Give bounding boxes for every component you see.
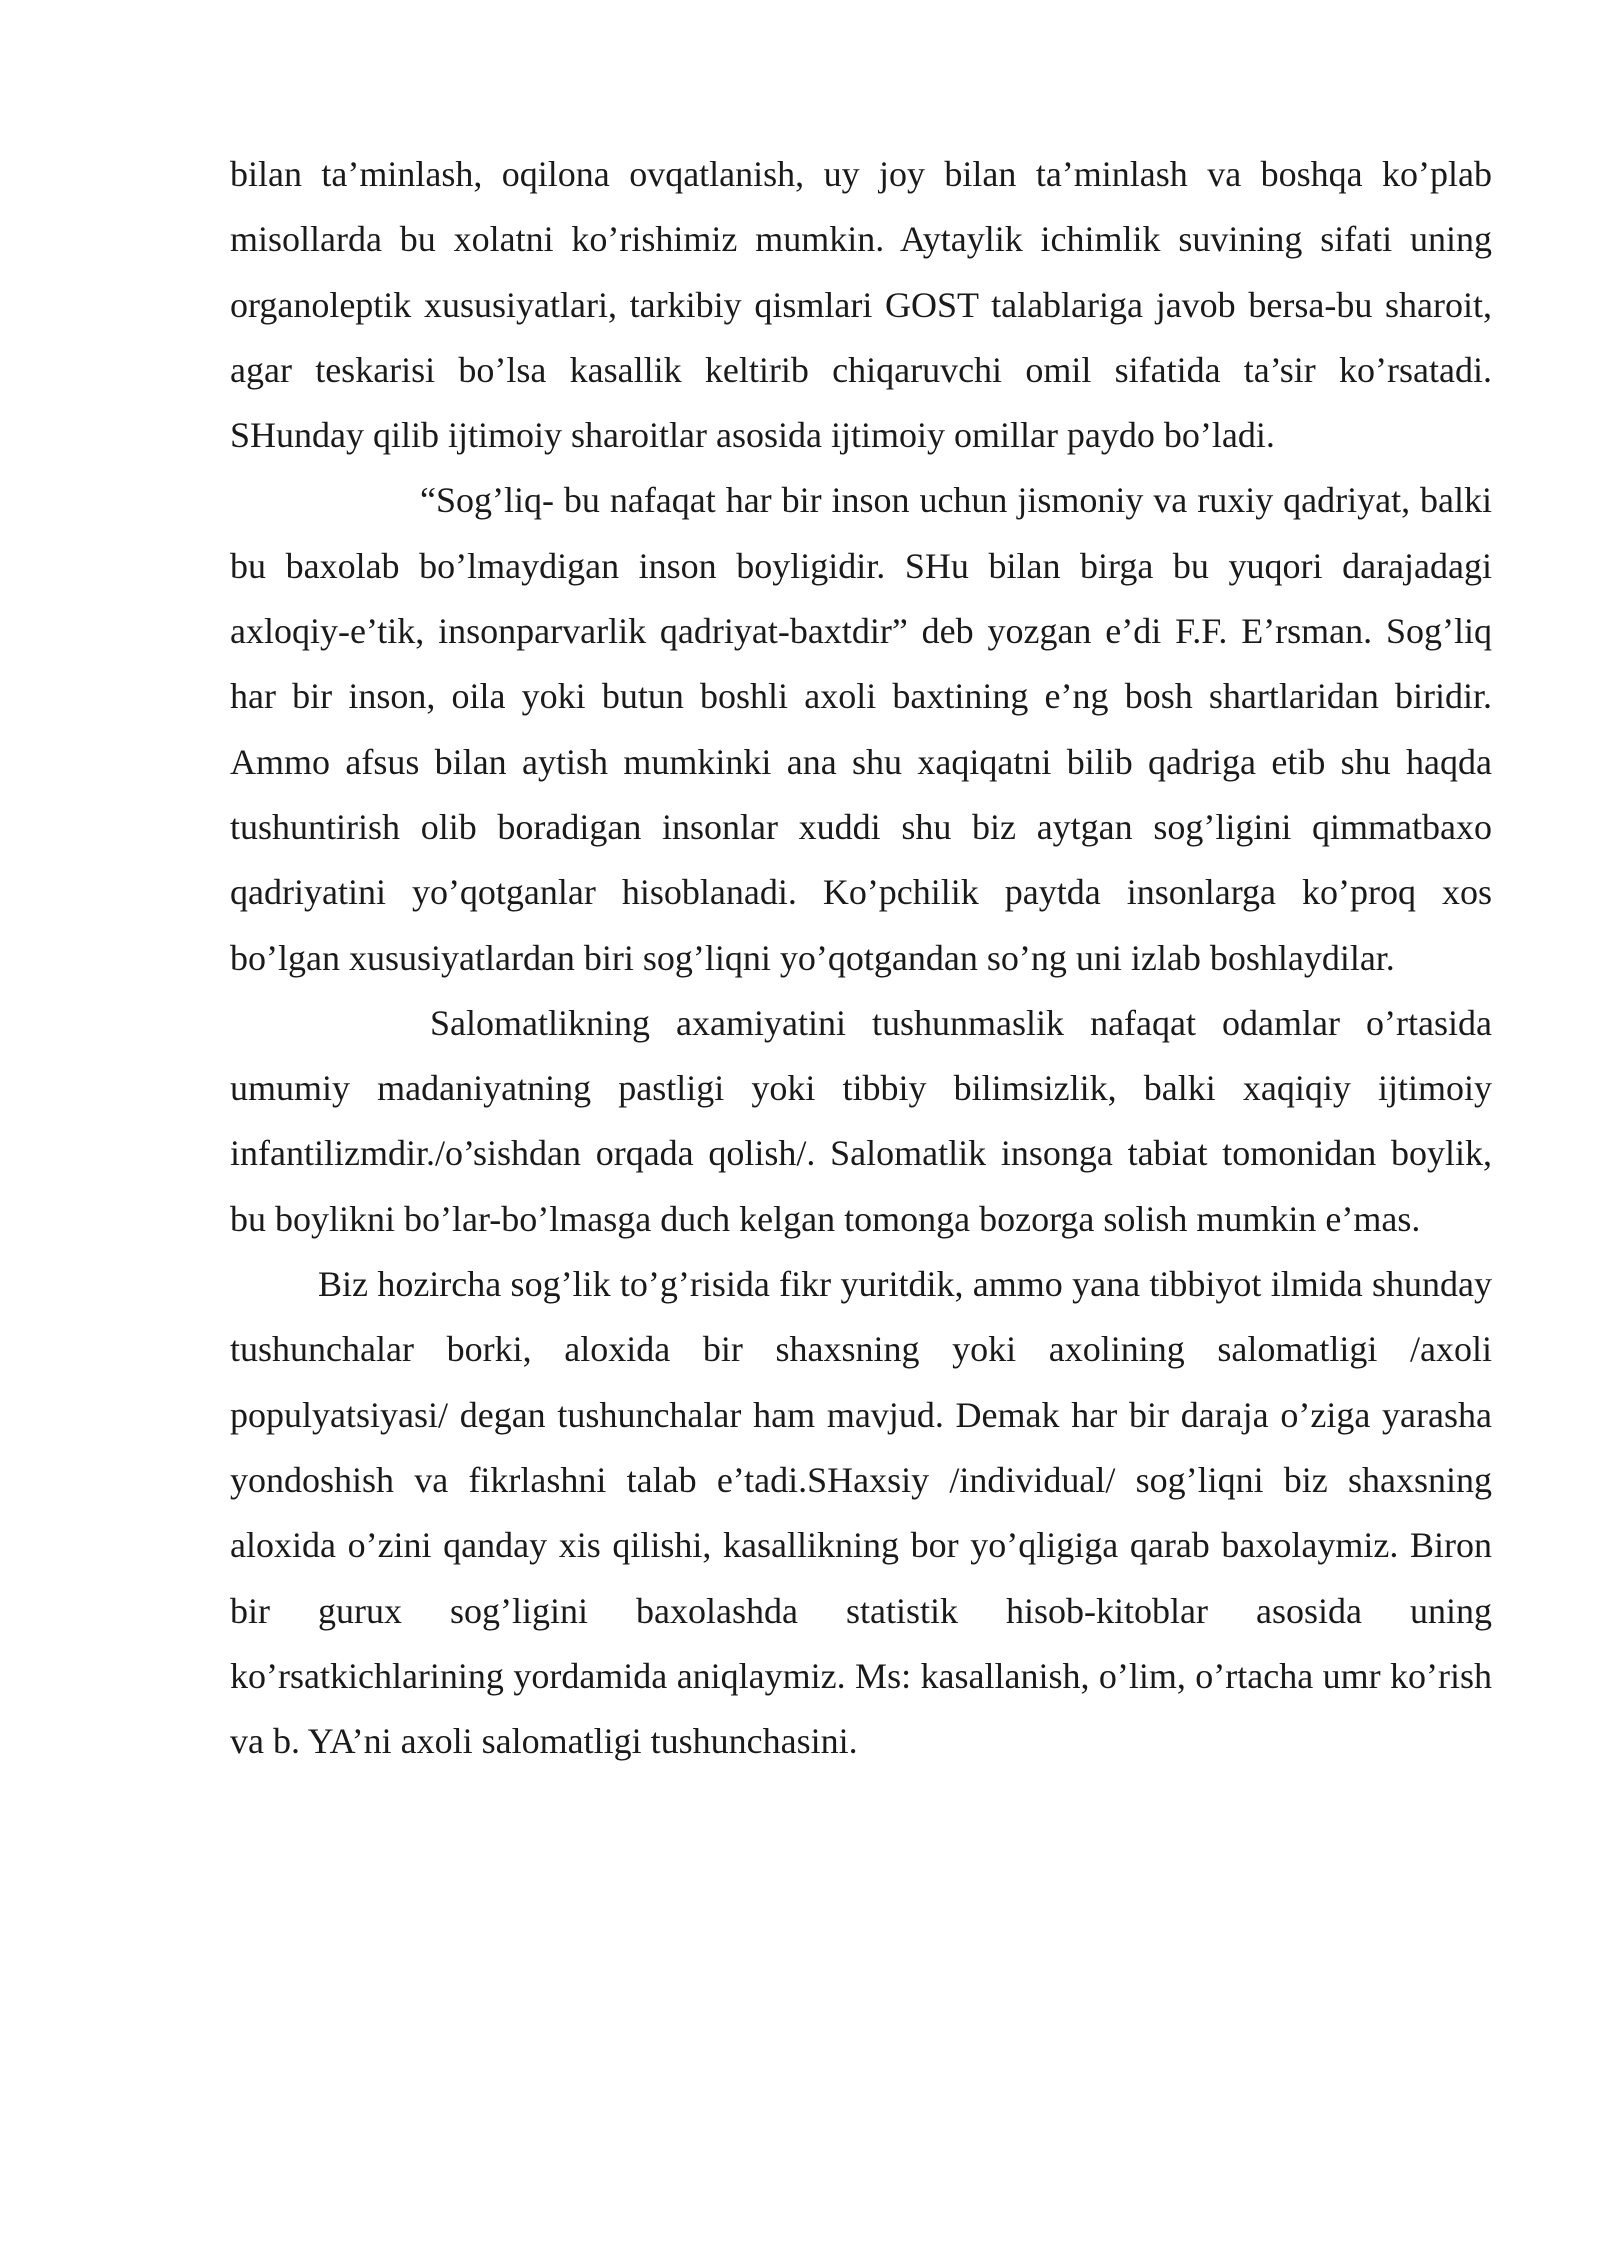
paragraph-4: Biz hozircha sog’lik to’g’risida fikr yuritdik, ammo yana tibbiyot ilmida shunday tushunchalar borki, aloxida bir shaxsning yoki axolining salomatligi /axoli populyatsiyasi/ degan tushunchalar ham mavjud. Demak har bir daraja o’ziga yarasha yondoshish va fikrlashni talab e’tadi.SHaxsiy /individual/ sog’liqni biz shaxsning aloxida o’zini qanday xis qilishi, kasallikning bor yo’qligiga qarab baxolaymiz. Biron bir gurux sog’ligini baxolashda statistik hisob-kitoblar asosida uning ko’rsatkichlarining yordamida aniqlaymiz. Ms: kasallanish, o’lim, o’rtacha umr ko’rish va b. YA’ni axoli salomatligi tushunchasini. xyxy=(230,1264,1492,1762)
body-text xyxy=(230,142,1492,1774)
paragraph-2: “Sog’liq- bu nafaqat har bir inson uchun jismoniy va ruxiy qadriyat, balki bu baxolab bo’lmaydigan inson boyligidir. SHu bilan birga bu yuqori darajadagi axloqiy-e’tik, insonparvarlik qadriyat-baxtdir” deb yozgan e’di F.F. E’rsman. Sog’liq har bir inson, oila yoki butun boshli axoli baxtining e’ng bosh shartlaridan biridir. Ammo afsus bilan aytish mumkinki ana shu xaqiqatni bilib qadriga etib shu haqda tushuntirish olib boradigan insonlar xuddi shu biz aytgan sog’ligini qimmatbaxo qadriyatini yo’qotganlar hisoblanadi. Ko’pchilik paytda insonlarga ko’proq xos bo’lgan xususiyatlardan biri sog’liqni yo’qotgandan so’ng uni izlab boshlaydilar. xyxy=(230,480,1492,978)
paragraph-1: bilan ta’minlash, oqilona ovqatlanish, uy joy bilan ta’minlash va boshqa ko’plab misollarda bu xolatni ko’rishimiz mumkin. Aytaylik ichimlik suvining sifati uning organoleptik xususiyatlari, tarkibiy qismlari GOST talablariga javob bersa-bu sharoit, agar teskarisi bo’lsa kasallik keltirib chiqaruvchi omil sifatida ta’sir ko’rsatadi. SHunday qilib ijtimoiy sharoitlar asosida ijtimoiy omillar paydo bo’ladi. xyxy=(230,154,1492,456)
paragraph-3: Salomatlikning axamiyatini tushunmaslik nafaqat odamlar o’rtasida umumiy madaniyatning pastligi yoki tibbiy bilimsizlik, balki xaqiqiy ijtimoiy infantilizmdir./o’sishdan orqada qolish/. Salomatlik insonga tabiat tomonidan boylik, bu boylikni bo’lar-bo’lmasga duch kelgan tomonga bozorga solish mumkin e’mas. xyxy=(230,1002,1492,1239)
